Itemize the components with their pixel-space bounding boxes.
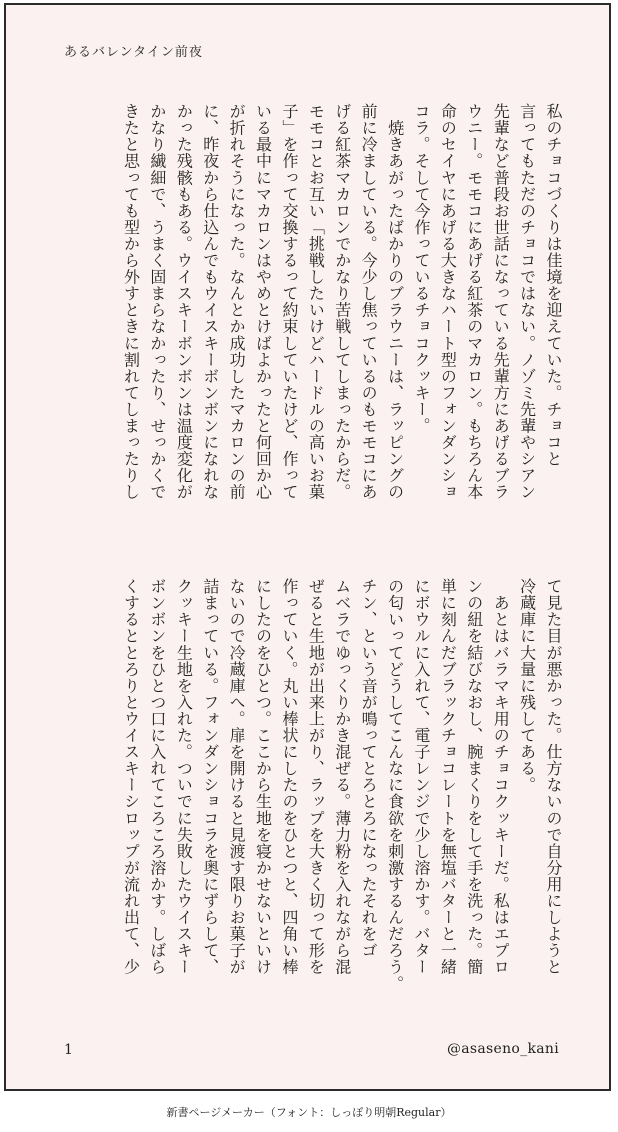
running-title: あるバレンタイン前夜 [64,45,203,60]
footer-caption: 新書ページメーカー（フォント：しっぽり明朝Regular） [166,1106,452,1119]
page-number: 1 [64,1042,73,1058]
text-column-top: 私のチョコづくりは佳境を迎えていた。チョコと 言ってもただのチョコではない。ノゾミ先輩やシアン 先輩など普段お世話になっている先輩方にあげるブラ ウニー。モモコにあげる紅茶のマカロン。もちろん本 命のセイヤにあげる大きなハート型のフォンダンショ コラ。そして今作っているチョコクッキー。 焼きあがったばかりのブラウニーは、ラッピングの 前に冷ましている。今少し焦っているのもモモコにあ げる紅茶マカロンでかなり苦戦してしまったからだ。 モモコとお互い「挑戦したいけどハードルの高いお菓 子」を作って交換するって約束していたけど、作って いる最中にマカロンはやめとけばよかったと何回か心 が折れそうになった。なんとか成功したマカロンの前 に、昨夜から仕込んでもウイスキーボンボンになれな かった残骸もある。ウイスキーボンボンは温度変化が かなり繊細で、うまく固まらなかったり、せっかくで きたと思っても型から外すときに割れてしまったりし [121,103,563,501]
author-handle: @asaseno_kani [446,1041,559,1057]
text-column-bottom: て見た目が悪かった。仕方ないので自分用にしようと 冷蔵庫に大量に残してある。 あとはバラマキ用のチョコクッキーだ。私はエプロ ンの紐を結びなおし、腕まくりをして手を洗った。簡 単に刻んだブラックチョコレートを無塩バターと一緒 にボウルに入れて、電子レンジで少し溶かす。バター の匂いってどうしてこんなに食欲を刺激するんだろう。 チン、という音が鳴ってとろとろになったそれをゴ ムベラでゆっくりかき混ぜる。薄力粉を入れながら混 ぜると生地が出来上がり、ラップを大きく切って形を 作っていく。丸い棒状にしたのをひとつと、四角い棒 にしたのをひとつ。ここから生地を寝かせないといけ ないので冷蔵庫へ。扉を開けると見渡す限りお菓子が 詰まっている。フォンダンショコラを奥にずらして、 クッキー生地を入れた。ついでに失敗したウイスキー ボンボンをひとつ口に入れてころころ溶かす。しばら くするととろりとウイスキーシロップが流れ出て、少 [121,578,563,992]
novel-page [4,3,611,1091]
